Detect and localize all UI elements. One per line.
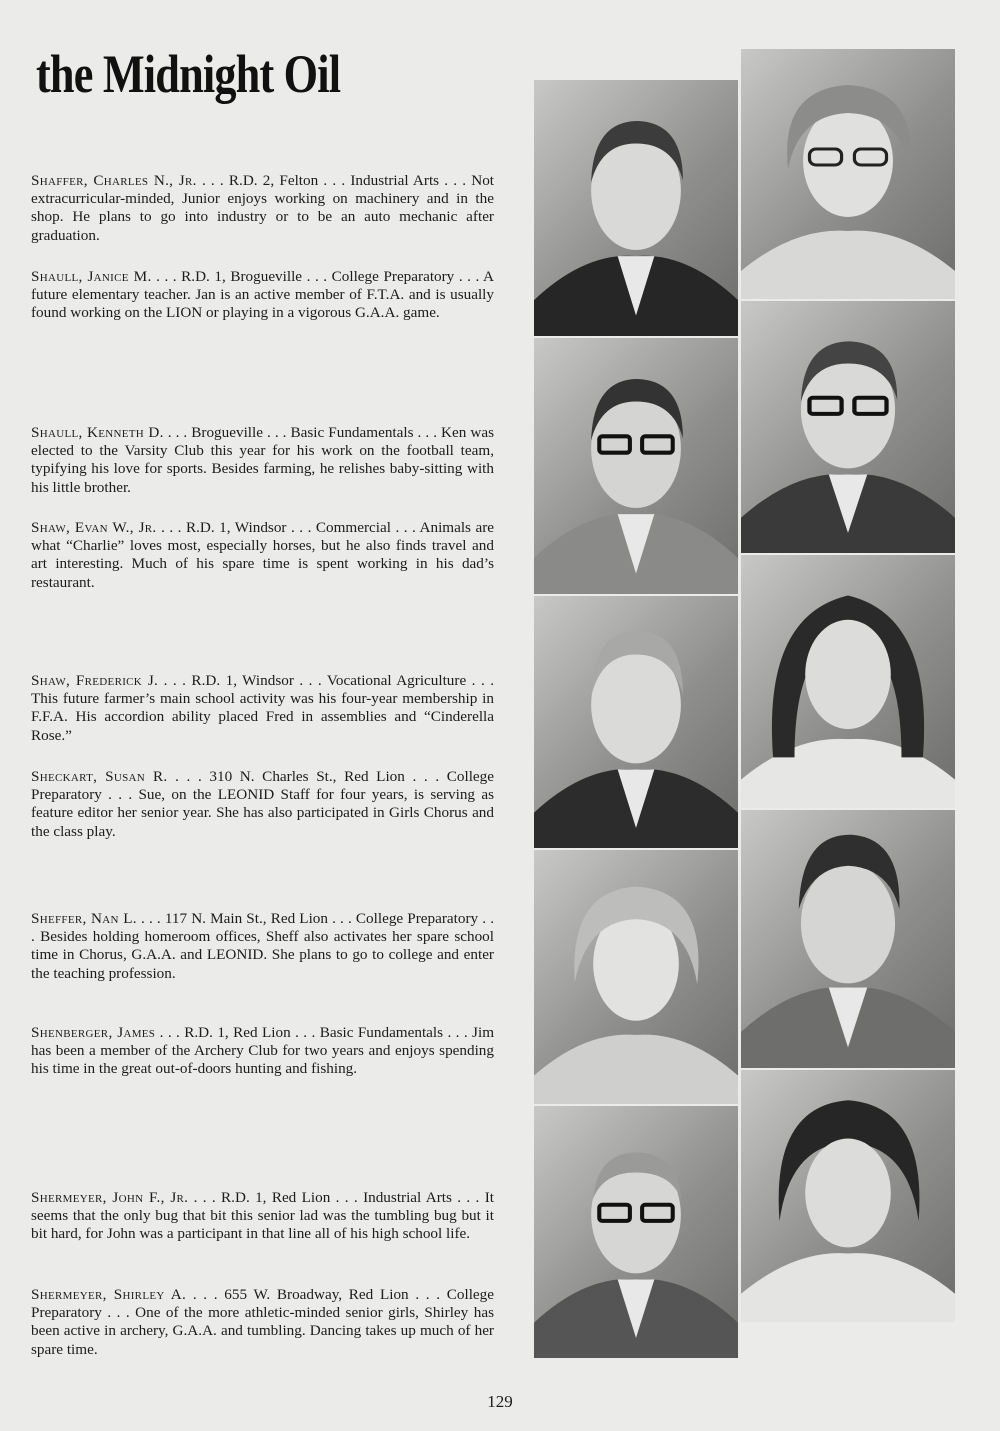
- senior-name: Shenberger, James: [31, 1024, 156, 1041]
- senior-details: . . . R.D. 1, Red Lion . . . Basic Fundamentals . . . Jim has been a member of the Archery Club for two years and enjoys spending his time in the great out-of-doors hunting and fishing.: [31, 1024, 495, 1078]
- senior-details: . . . R.D. 1, Windsor . . . Commercial . . . Animals are what “Charlie” loves most, especially horses, but he also finds travel and art interesting. Much of his spare time is spent working in his dad’s restaurant.: [31, 519, 495, 591]
- senior-details: . . . 655 W. Broadway, Red Lion . . . College Preparatory . . . One of the more athletic-minded senior girls, Shirley has been active in archery, G.A.A. and tumbling. Dancing takes up much of her spare time.: [31, 1286, 495, 1358]
- page-title: the Midnight Oil: [36, 44, 341, 104]
- senior-bio: [31, 172, 494, 245]
- senior-name: Shaull, Janice M.: [31, 268, 152, 285]
- senior-name: Shaw, Frederick J.: [31, 672, 159, 689]
- senior-portrait: [741, 555, 955, 808]
- senior-bio: [31, 1189, 494, 1244]
- senior-name: Shaull, Kenneth D.: [31, 424, 164, 441]
- senior-portrait: [741, 1070, 955, 1322]
- senior-bio: [31, 424, 494, 497]
- senior-name: Shermeyer, John F., Jr.: [31, 1189, 189, 1206]
- senior-name: Sheffer, Nan L.: [31, 910, 137, 927]
- senior-details: . . . R.D. 1, Red Lion . . . Industrial Arts . . . It seems that the only bug that bit this senior lad was the tumbling bug but it bit hard, for John was a participant in that line all of his high school life.: [31, 1189, 494, 1243]
- senior-details: . . . R.D. 2, Felton . . . Industrial Arts . . . Not extracurricular-minded, Junior enjoys working on machinery and in the shop. He plans to go into industry or to be an auto mechanic after graduation.: [31, 172, 495, 244]
- senior-name: Sheckart, Susan R.: [31, 768, 168, 785]
- senior-portrait: [534, 80, 738, 336]
- senior-portrait: [741, 810, 955, 1068]
- senior-details: . . . 310 N. Charles St., Red Lion . . . College Preparatory . . . Sue, on the LEONID Staff for four years, is serving as feature editor her senior year. She has also participated in Girls Chorus and the class play.: [31, 768, 494, 840]
- senior-name: Shaffer, Charles N., Jr.: [31, 172, 197, 189]
- senior-bio: [31, 768, 494, 841]
- senior-name: Shaw, Evan W., Jr.: [31, 519, 157, 536]
- senior-portrait: [534, 596, 738, 848]
- senior-portrait: [741, 301, 955, 553]
- senior-portrait: [534, 850, 738, 1104]
- senior-portrait: [741, 49, 955, 299]
- senior-portrait: [534, 1106, 738, 1358]
- senior-details: . . . Brogueville . . . Basic Fundamentals . . . Ken was elected to the Varsity Club this year for his work on the football team, typifying his love for sports. Besides farming, he relishes baby-sitting with his little brother.: [31, 424, 495, 496]
- senior-bio: [31, 519, 494, 592]
- page-number: 129: [487, 1392, 513, 1411]
- senior-details: . . . R.D. 1, Brogueville . . . College Preparatory . . . A future elementary teacher. Jan is an active member of F.T.A. and is usually found working on the LION or playing in a vigorous G.A.A. game.: [31, 268, 495, 322]
- senior-bio: [31, 1024, 494, 1079]
- senior-bio: [31, 1286, 494, 1359]
- senior-portrait: [534, 338, 738, 594]
- senior-bio: [31, 268, 494, 323]
- senior-details: . . . 117 N. Main St., Red Lion . . . College Preparatory . . . Besides holding homeroom offices, Sheff also activates her spare school time in Chorus, G.A.A. and LEONID. She plans to go to college and enter the teaching profession.: [31, 910, 494, 982]
- senior-bio: [31, 910, 494, 983]
- senior-details: . . . R.D. 1, Windsor . . . Vocational Agriculture . . . This future farmer’s main school activity was his four-year membership in F.F.A. His accordion ability placed Fred in assemblies and “Cinderella Rose.”: [31, 672, 495, 744]
- senior-bio: [31, 672, 494, 745]
- senior-name: Shermeyer, Shirley A.: [31, 1286, 187, 1303]
